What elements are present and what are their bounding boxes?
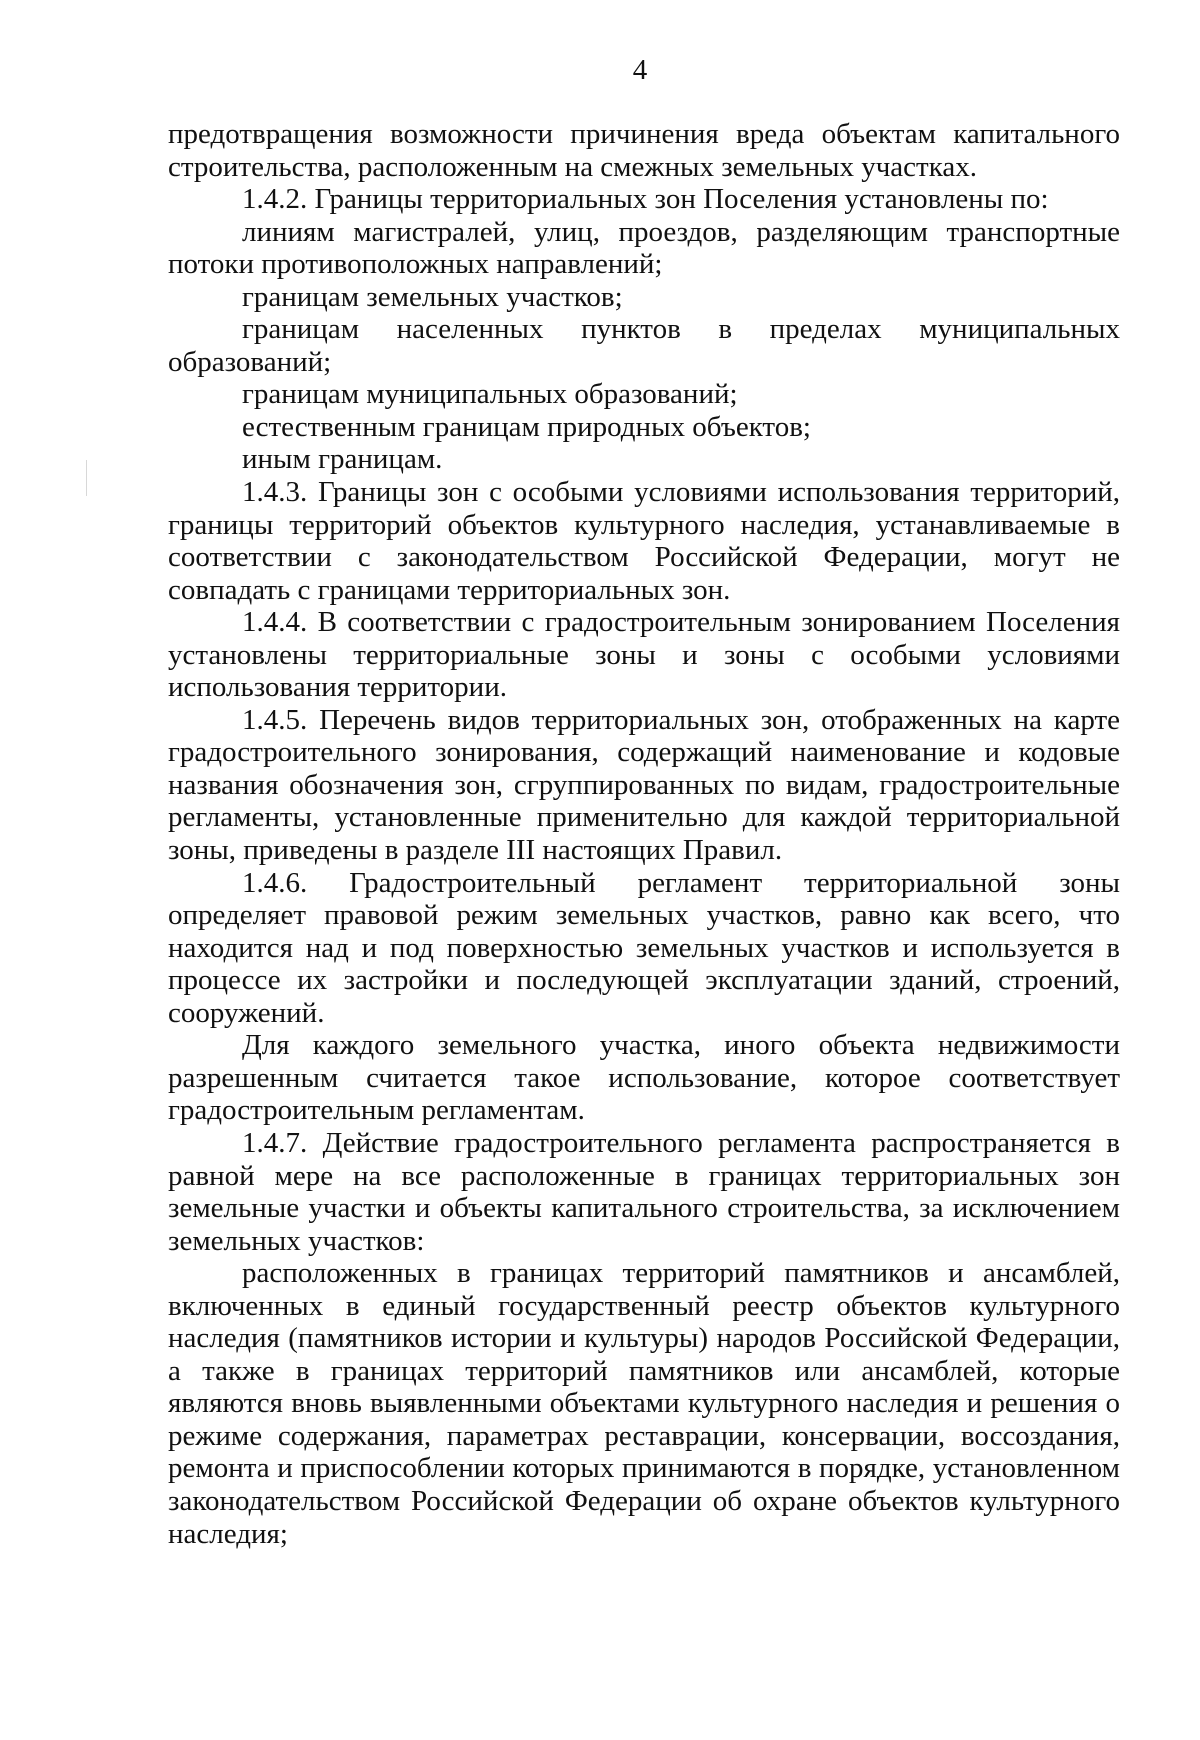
paragraph-1-4-2: 1.4.2. Границы территориальных зон Поселения установлены по: [242, 183, 1049, 216]
paragraph-1-4-4: 1.4.4. В соответствии с градостроительным зонированием Поселения установлены территориальные зоны и зоны с особыми условиями использования территории. [168, 606, 1120, 704]
list-item-natural-borders: естественным границам природных объектов; [242, 410, 811, 443]
list-item-heritage-territories: расположенных в границах территорий памятников и ансамблей, включенных в единый государственный реестр объектов культурного наследия (памятников истории и культуры) народов Российской Федерации, а также в границах территорий памятников или ансамблей, которые являются вновь выявленными объектами культурного наследия и решения о режиме содержания, параметрах реставрации, консервации, воссоздания, ремонта и приспособлении которых принимаются в порядке, установленном законодательством Российской Федерации об охране объектов культурного наследия; [168, 1257, 1120, 1550]
paragraph-continuation: предотвращения возможности причинения вреда объектам капитального строительства, расположенным на смежных земельных участках. [168, 118, 1120, 183]
list-item-municipalities: границам муниципальных образований; [242, 378, 738, 411]
scan-artifact-mark [86, 460, 87, 496]
paragraph-permitted-use: Для каждого земельного участка, иного объекта недвижимости разрешенным считается такое использование, которое соответствует градостроительным регламентам. [168, 1029, 1120, 1127]
paragraph-1-4-3: 1.4.3. Границы зон с особыми условиями использования территорий, границы территорий объектов культурного наследия, устанавливаемые в соответствии с законодательством Российской Федерации, могут не совпадать с границами территориальных зон. [168, 476, 1120, 606]
list-item-land-plots: границам земельных участков; [242, 280, 623, 313]
paragraph-1-4-5: 1.4.5. Перечень видов территориальных зон, отображенных на карте градостроительного зонирования, содержащий наименование и кодовые названия обозначения зон, сгруппированных по видам, градостроительные регламенты, установленные применительно для каждой территориальной зоны, приведены в разделе III настоящих Правил. [168, 703, 1120, 867]
paragraph-1-4-7: 1.4.7. Действие градостроительного регламента распространяется в равной мере на все расположенные в границах территориальных зон земельные участки и объекты капитального строительства, за исключением земельных участков: [168, 1126, 1120, 1257]
page-number: 4 [632, 54, 648, 86]
list-item-settlements: границам населенных пунктов в пределах муниципальных образований; [168, 313, 1120, 378]
list-item-other-borders: иным границам. [242, 443, 443, 476]
document-body [168, 118, 1120, 1550]
list-item-highways: линиям магистралей, улиц, проездов, разделяющим транспортные потоки противоположных направлений; [168, 215, 1120, 281]
paragraph-1-4-6: 1.4.6. Градостроительный регламент территориальной зоны определяет правовой режим земельных участков, равно как всего, что находится над и под поверхностью земельных участков и используется в процессе их застройки и последующей эксплуатации зданий, строений, сооружений. [168, 866, 1120, 1029]
